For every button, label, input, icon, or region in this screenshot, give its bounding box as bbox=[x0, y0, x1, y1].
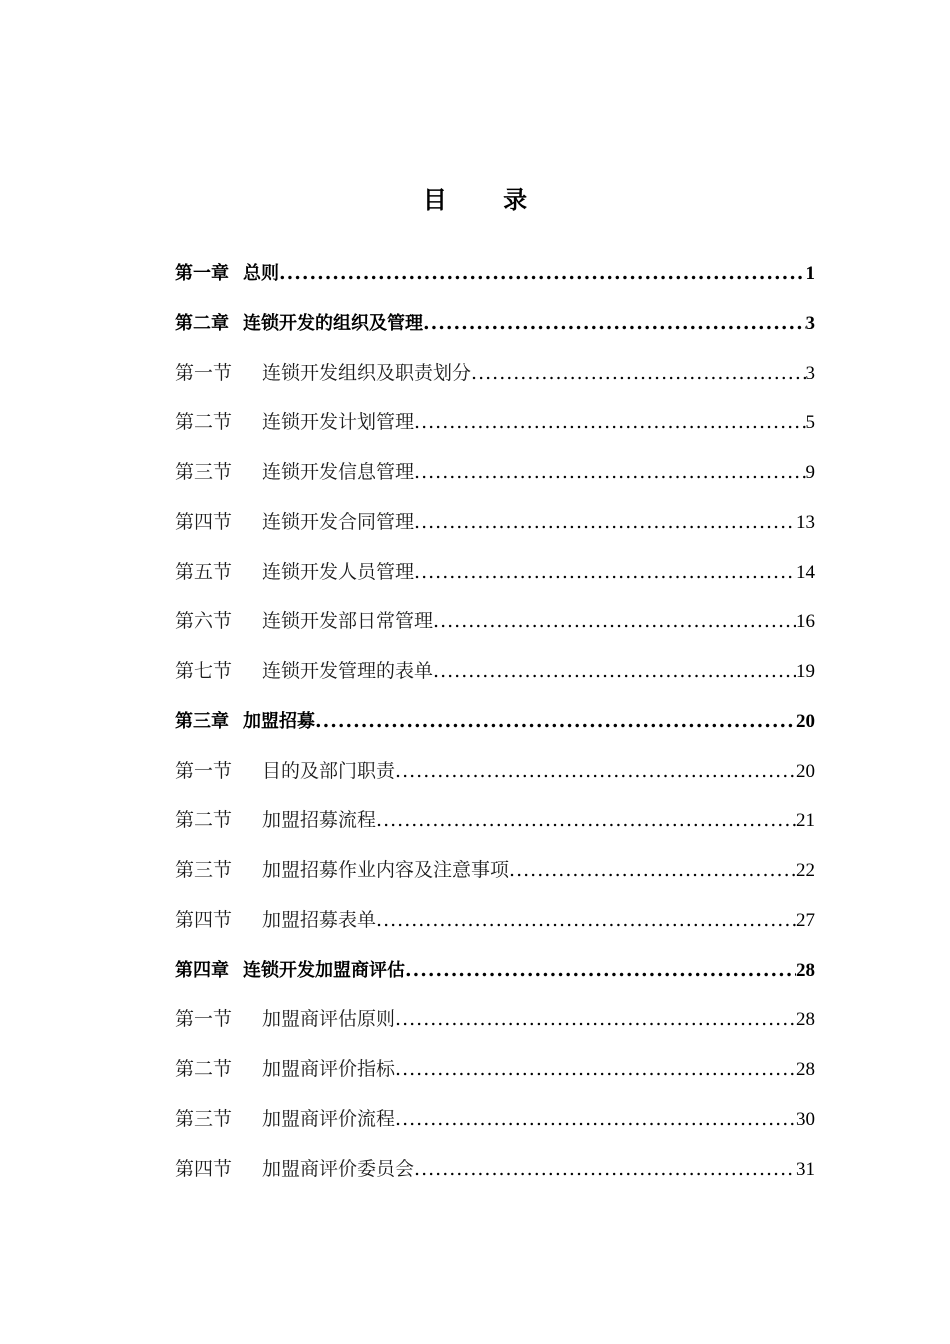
toc-entry-number: 第一节 bbox=[175, 1008, 233, 1031]
toc-entry-chapter-4[interactable] bbox=[175, 946, 815, 996]
toc-entry-page: 28 bbox=[796, 1009, 815, 1031]
toc-entry-page: 20 bbox=[796, 760, 815, 782]
toc-entry-number: 第五节 bbox=[175, 560, 233, 583]
toc-dot-leader bbox=[414, 498, 796, 548]
toc-entry-page: 16 bbox=[796, 611, 815, 633]
toc-entry-number: 第三节 bbox=[175, 1107, 233, 1130]
toc-entry-title: 连锁开发人员管理 bbox=[262, 560, 415, 583]
toc-entry-title: 连锁开发管理的表单 bbox=[262, 660, 434, 682]
toc-dot-leader bbox=[433, 647, 796, 697]
toc-entry-title: 加盟招募 bbox=[243, 710, 315, 732]
toc-entry-number: 第二节 bbox=[175, 1058, 233, 1080]
toc-entry-chapter-1[interactable] bbox=[175, 249, 815, 299]
toc-entry-number: 第一节 bbox=[175, 759, 233, 782]
toc-entry-section[interactable] bbox=[175, 1045, 815, 1095]
toc-entry-title: 加盟商评估原则 bbox=[262, 1008, 396, 1031]
toc-entry-number: 第四章 bbox=[175, 959, 229, 981]
toc-dot-leader bbox=[376, 896, 796, 946]
toc-entry-section[interactable] bbox=[175, 747, 815, 797]
toc-entry-number: 第一节 bbox=[175, 361, 233, 384]
toc-dot-leader bbox=[414, 548, 796, 598]
toc-dot-leader bbox=[395, 995, 796, 1045]
toc-dot-leader bbox=[423, 299, 806, 349]
toc-entry-section[interactable] bbox=[175, 398, 815, 448]
toc-entry-page: 3 bbox=[805, 362, 815, 384]
toc-entry-title: 加盟招募作业内容及注意事项 bbox=[262, 859, 510, 881]
toc-entry-chapter-3[interactable] bbox=[175, 697, 815, 747]
toc-entry-page: 30 bbox=[796, 1108, 815, 1130]
toc-entry-page: 5 bbox=[805, 412, 815, 434]
toc-entry-number: 第七节 bbox=[175, 660, 233, 682]
toc-dot-leader bbox=[376, 796, 796, 846]
toc-entry-page: 14 bbox=[796, 561, 815, 583]
toc-entry-section[interactable] bbox=[175, 448, 815, 498]
toc-entry-title: 连锁开发部日常管理 bbox=[262, 610, 434, 633]
toc-entry-number: 第三章 bbox=[175, 710, 229, 732]
toc-entry-title: 加盟招募流程 bbox=[262, 809, 377, 832]
toc-dot-leader bbox=[414, 398, 805, 448]
toc-entry-page: 20 bbox=[796, 710, 815, 732]
toc-entry-title: 加盟商评价流程 bbox=[262, 1107, 396, 1130]
toc-entry-chapter-2[interactable] bbox=[175, 299, 815, 349]
toc-dot-leader bbox=[509, 846, 796, 896]
toc-dot-leader bbox=[395, 747, 796, 797]
toc-entry-number: 第六节 bbox=[175, 610, 233, 633]
toc-entry-section[interactable] bbox=[175, 796, 815, 846]
toc-entry-number: 第四节 bbox=[175, 510, 233, 533]
toc-entry-title: 连锁开发的组织及管理 bbox=[243, 312, 423, 334]
toc-dot-leader bbox=[414, 1145, 796, 1195]
toc-entry-title: 加盟商评价指标 bbox=[262, 1058, 396, 1080]
toc-entry-title: 目的及部门职责 bbox=[262, 759, 396, 782]
toc-entry-page: 1 bbox=[805, 263, 815, 284]
toc-entry-page: 28 bbox=[796, 959, 815, 981]
toc-entry-page: 28 bbox=[796, 1059, 815, 1080]
toc-entry-title: 连锁开发信息管理 bbox=[262, 461, 415, 483]
toc-dot-leader bbox=[433, 597, 796, 647]
toc-entry-title: 加盟商评价委员会 bbox=[262, 1157, 415, 1180]
toc-entry-number: 第二章 bbox=[175, 312, 229, 334]
toc-entry-page: 9 bbox=[805, 462, 815, 483]
toc-dot-leader bbox=[471, 349, 805, 399]
toc-entry-page: 22 bbox=[796, 860, 815, 881]
toc-entry-number: 第四节 bbox=[175, 1157, 233, 1180]
toc-entry-section[interactable] bbox=[175, 896, 815, 946]
toc-entry-number: 第三节 bbox=[175, 859, 233, 881]
toc-dot-leader bbox=[279, 249, 806, 299]
toc-entry-title: 总则 bbox=[243, 263, 279, 284]
toc-entry-section[interactable] bbox=[175, 647, 815, 697]
toc-entry-title: 连锁开发计划管理 bbox=[262, 411, 415, 434]
toc-entry-page: 21 bbox=[796, 810, 815, 832]
toc-dot-leader bbox=[414, 448, 805, 498]
toc-entry-number: 第四节 bbox=[175, 908, 233, 931]
toc-entry-section[interactable] bbox=[175, 597, 815, 647]
toc-entry-page: 3 bbox=[805, 312, 815, 334]
toc-entry-section[interactable] bbox=[175, 1095, 815, 1145]
toc-entry-section[interactable] bbox=[175, 995, 815, 1045]
toc-dot-leader bbox=[405, 946, 796, 996]
toc-entry-page: 13 bbox=[796, 511, 815, 533]
toc-entry-page: 27 bbox=[796, 909, 815, 931]
toc-entry-number: 第三节 bbox=[175, 461, 233, 483]
toc-heading: 目 录 bbox=[422, 186, 552, 214]
toc-entry-title: 连锁开发加盟商评估 bbox=[243, 959, 405, 981]
toc-entry-number: 第一章 bbox=[175, 263, 229, 284]
toc-entry-page: 19 bbox=[796, 661, 815, 682]
toc-entry-section[interactable] bbox=[175, 498, 815, 548]
toc-entry-title: 连锁开发组织及职责划分 bbox=[262, 361, 472, 384]
toc-list bbox=[175, 249, 815, 1194]
toc-entry-number: 第二节 bbox=[175, 411, 233, 434]
toc-dot-leader bbox=[315, 697, 796, 747]
toc-entry-section[interactable] bbox=[175, 349, 815, 399]
toc-entry-page: 31 bbox=[796, 1158, 815, 1180]
toc-entry-title: 加盟招募表单 bbox=[262, 908, 377, 931]
toc-dot-leader bbox=[395, 1095, 796, 1145]
toc-entry-section[interactable] bbox=[175, 1145, 815, 1195]
toc-entry-number: 第二节 bbox=[175, 809, 233, 832]
toc-entry-section[interactable] bbox=[175, 846, 815, 896]
toc-dot-leader bbox=[395, 1045, 796, 1095]
toc-entry-title: 连锁开发合同管理 bbox=[262, 510, 415, 533]
toc-entry-section[interactable] bbox=[175, 548, 815, 598]
